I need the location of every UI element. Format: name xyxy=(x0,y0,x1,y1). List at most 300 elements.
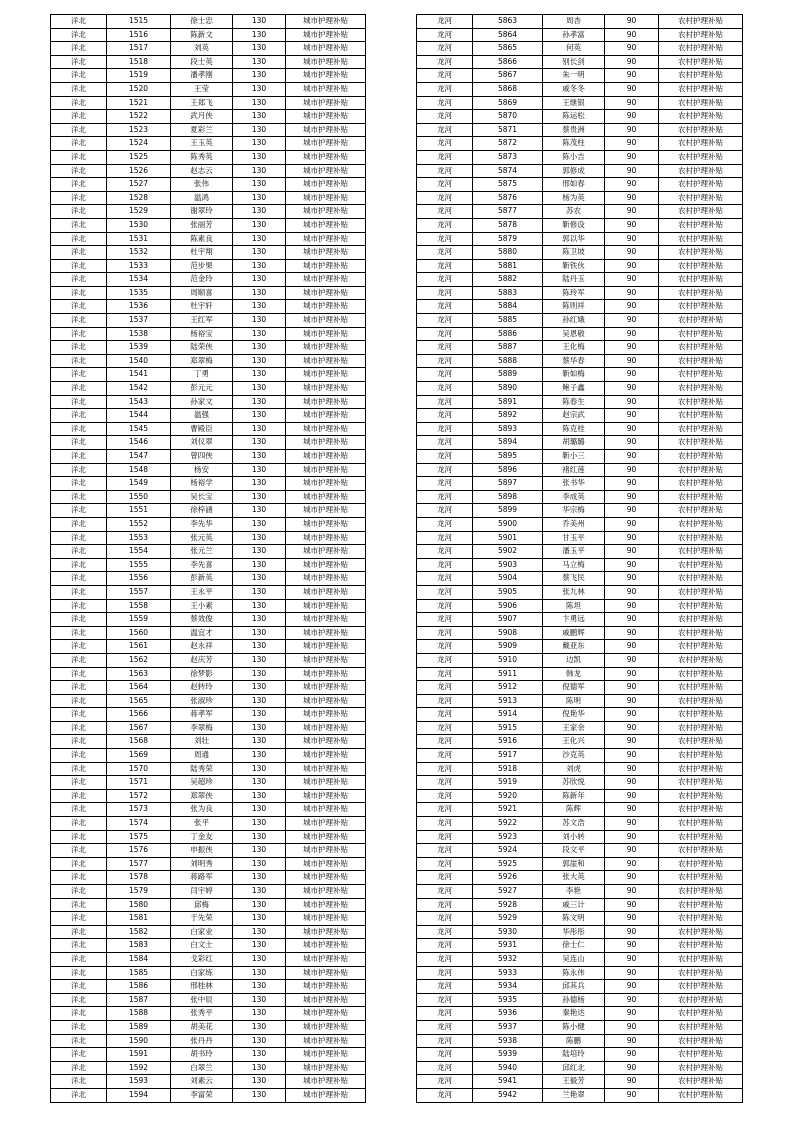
table-row xyxy=(417,966,743,980)
serial-number-cell: 5917 xyxy=(473,749,543,763)
subsidy-type-cell: 城市护理补贴 xyxy=(286,286,366,300)
name-cell: 戴亚东 xyxy=(543,640,605,654)
serial-number-cell: 1537 xyxy=(107,314,171,328)
serial-number-cell: 5903 xyxy=(473,558,543,572)
serial-number-cell: 5919 xyxy=(473,776,543,790)
serial-number-cell: 1520 xyxy=(107,82,171,96)
name-cell: 杨裕宝 xyxy=(171,327,233,341)
name-cell: 孙德杨 xyxy=(543,993,605,1007)
amount-cell: 90 xyxy=(605,123,659,137)
name-cell: 褚红莲 xyxy=(543,463,605,477)
serial-number-cell: 1593 xyxy=(107,1075,171,1089)
region-cell: 洋北 xyxy=(51,517,107,531)
region-cell: 龙河 xyxy=(417,1007,473,1021)
region-cell: 洋北 xyxy=(51,925,107,939)
region-cell: 龙河 xyxy=(417,191,473,205)
name-cell: 杨安 xyxy=(171,463,233,477)
amount-cell: 90 xyxy=(605,803,659,817)
subsidy-type-cell: 农村护理补贴 xyxy=(659,96,743,110)
region-cell: 洋北 xyxy=(51,803,107,817)
table-row xyxy=(51,681,366,695)
serial-number-cell: 5897 xyxy=(473,477,543,491)
serial-number-cell: 5921 xyxy=(473,803,543,817)
subsidy-type-cell: 农村护理补贴 xyxy=(659,844,743,858)
subsidy-type-cell: 城市护理补贴 xyxy=(286,694,366,708)
subsidy-type-cell: 城市护理补贴 xyxy=(286,762,366,776)
region-cell: 龙河 xyxy=(417,545,473,559)
amount-cell: 90 xyxy=(605,178,659,192)
table-row xyxy=(51,110,366,124)
region-cell: 洋北 xyxy=(51,857,107,871)
name-cell: 胡美花 xyxy=(171,1020,233,1034)
amount-cell: 130 xyxy=(233,286,286,300)
left-subsidy-table xyxy=(50,14,366,1103)
region-cell: 洋北 xyxy=(51,885,107,899)
region-cell: 龙河 xyxy=(417,490,473,504)
name-cell: 闫宇婷 xyxy=(171,885,233,899)
serial-number-cell: 1569 xyxy=(107,749,171,763)
subsidy-type-cell: 城市护理补贴 xyxy=(286,232,366,246)
table-row xyxy=(417,436,743,450)
subsidy-type-cell: 农村护理补贴 xyxy=(659,817,743,831)
amount-cell: 130 xyxy=(233,925,286,939)
name-cell: 陈小吉 xyxy=(543,150,605,164)
table-row xyxy=(417,980,743,994)
amount-cell: 130 xyxy=(233,300,286,314)
table-row xyxy=(51,993,366,1007)
table-row xyxy=(51,626,366,640)
table-row xyxy=(51,205,366,219)
table-row xyxy=(417,450,743,464)
name-cell: 王小素 xyxy=(171,599,233,613)
serial-number-cell: 5890 xyxy=(473,382,543,396)
name-cell: 靳铁伙 xyxy=(543,259,605,273)
name-cell: 赵志云 xyxy=(171,164,233,178)
amount-cell: 130 xyxy=(233,341,286,355)
region-cell: 龙河 xyxy=(417,898,473,912)
subsidy-type-cell: 农村护理补贴 xyxy=(659,966,743,980)
serial-number-cell: 5915 xyxy=(473,721,543,735)
subsidy-type-cell: 农村护理补贴 xyxy=(659,232,743,246)
region-cell: 洋北 xyxy=(51,504,107,518)
subsidy-type-cell: 农村护理补贴 xyxy=(659,341,743,355)
amount-cell: 130 xyxy=(233,178,286,192)
region-cell: 洋北 xyxy=(51,626,107,640)
subsidy-type-cell: 城市护理补贴 xyxy=(286,96,366,110)
name-cell: 杜宇翔 xyxy=(171,246,233,260)
serial-number-cell: 5922 xyxy=(473,817,543,831)
name-cell: 丁金友 xyxy=(171,830,233,844)
subsidy-type-cell: 城市护理补贴 xyxy=(286,178,366,192)
amount-cell: 130 xyxy=(233,844,286,858)
table-row xyxy=(417,286,743,300)
table-row xyxy=(51,708,366,722)
table-row xyxy=(51,735,366,749)
subsidy-type-cell: 农村护理补贴 xyxy=(659,640,743,654)
region-cell: 龙河 xyxy=(417,939,473,953)
region-cell: 洋北 xyxy=(51,817,107,831)
amount-cell: 130 xyxy=(233,232,286,246)
amount-cell: 90 xyxy=(605,925,659,939)
region-cell: 洋北 xyxy=(51,871,107,885)
region-cell: 洋北 xyxy=(51,653,107,667)
region-cell: 洋北 xyxy=(51,939,107,953)
subsidy-type-cell: 城市护理补贴 xyxy=(286,721,366,735)
amount-cell: 90 xyxy=(605,382,659,396)
table-row xyxy=(51,150,366,164)
table-row xyxy=(417,300,743,314)
name-cell: 赵转玲 xyxy=(171,681,233,695)
region-cell: 龙河 xyxy=(417,885,473,899)
region-cell: 龙河 xyxy=(417,137,473,151)
serial-number-cell: 1549 xyxy=(107,477,171,491)
subsidy-type-cell: 城市护理补贴 xyxy=(286,28,366,42)
amount-cell: 130 xyxy=(233,504,286,518)
amount-cell: 90 xyxy=(605,477,659,491)
serial-number-cell: 1529 xyxy=(107,205,171,219)
region-cell: 洋北 xyxy=(51,96,107,110)
serial-number-cell: 5926 xyxy=(473,871,543,885)
name-cell: 陈克桂 xyxy=(543,422,605,436)
amount-cell: 130 xyxy=(233,110,286,124)
subsidy-type-cell: 农村护理补贴 xyxy=(659,1061,743,1075)
region-cell: 龙河 xyxy=(417,259,473,273)
amount-cell: 130 xyxy=(233,939,286,953)
table-row xyxy=(51,844,366,858)
subsidy-type-cell: 城市护理补贴 xyxy=(286,545,366,559)
subsidy-type-cell: 城市护理补贴 xyxy=(286,15,366,29)
serial-number-cell: 1540 xyxy=(107,354,171,368)
region-cell: 洋北 xyxy=(51,1048,107,1062)
serial-number-cell: 1573 xyxy=(107,803,171,817)
table-row xyxy=(51,1088,366,1102)
subsidy-type-cell: 城市护理补贴 xyxy=(286,354,366,368)
region-cell: 龙河 xyxy=(417,150,473,164)
serial-number-cell: 5863 xyxy=(473,15,543,29)
name-cell: 陆荣侠 xyxy=(171,341,233,355)
amount-cell: 130 xyxy=(233,585,286,599)
table-row xyxy=(417,558,743,572)
subsidy-type-cell: 农村护理补贴 xyxy=(659,137,743,151)
name-cell: 胡书玲 xyxy=(171,1048,233,1062)
subsidy-type-cell: 城市护理补贴 xyxy=(286,898,366,912)
subsidy-type-cell: 农村护理补贴 xyxy=(659,613,743,627)
amount-cell: 90 xyxy=(605,640,659,654)
region-cell: 龙河 xyxy=(417,409,473,423)
subsidy-type-cell: 农村护理补贴 xyxy=(659,694,743,708)
region-cell: 龙河 xyxy=(417,925,473,939)
serial-number-cell: 5918 xyxy=(473,762,543,776)
name-cell: 郑翠侠 xyxy=(171,789,233,803)
region-cell: 洋北 xyxy=(51,286,107,300)
amount-cell: 130 xyxy=(233,749,286,763)
region-cell: 龙河 xyxy=(417,762,473,776)
name-cell: 张九林 xyxy=(543,585,605,599)
name-cell: 李先华 xyxy=(171,517,233,531)
amount-cell: 130 xyxy=(233,205,286,219)
serial-number-cell: 5937 xyxy=(473,1020,543,1034)
region-cell: 龙河 xyxy=(417,55,473,69)
subsidy-type-cell: 城市护理补贴 xyxy=(286,450,366,464)
serial-number-cell: 1581 xyxy=(107,912,171,926)
serial-number-cell: 1550 xyxy=(107,490,171,504)
subsidy-type-cell: 农村护理补贴 xyxy=(659,708,743,722)
table-row xyxy=(417,545,743,559)
serial-number-cell: 1590 xyxy=(107,1034,171,1048)
serial-number-cell: 1578 xyxy=(107,871,171,885)
table-row xyxy=(417,572,743,586)
subsidy-type-cell: 城市护理补贴 xyxy=(286,382,366,396)
region-cell: 洋北 xyxy=(51,477,107,491)
table-row xyxy=(51,82,366,96)
table-row xyxy=(51,1061,366,1075)
serial-number-cell: 1516 xyxy=(107,28,171,42)
table-row xyxy=(417,789,743,803)
name-cell: 陈新文 xyxy=(171,28,233,42)
region-cell: 龙河 xyxy=(417,572,473,586)
region-cell: 洋北 xyxy=(51,436,107,450)
serial-number-cell: 5927 xyxy=(473,885,543,899)
subsidy-type-cell: 城市护理补贴 xyxy=(286,205,366,219)
amount-cell: 130 xyxy=(233,42,286,56)
subsidy-type-cell: 农村护理补贴 xyxy=(659,749,743,763)
amount-cell: 130 xyxy=(233,164,286,178)
serial-number-cell: 5932 xyxy=(473,952,543,966)
amount-cell: 130 xyxy=(233,246,286,260)
region-cell: 洋北 xyxy=(51,273,107,287)
serial-number-cell: 5916 xyxy=(473,735,543,749)
amount-cell: 130 xyxy=(233,952,286,966)
table-row xyxy=(51,395,366,409)
region-cell: 龙河 xyxy=(417,517,473,531)
table-row xyxy=(417,327,743,341)
subsidy-type-cell: 城市护理补贴 xyxy=(286,368,366,382)
serial-number-cell: 1575 xyxy=(107,830,171,844)
name-cell: 潘孝刚 xyxy=(171,69,233,83)
serial-number-cell: 1565 xyxy=(107,694,171,708)
table-row xyxy=(51,830,366,844)
name-cell: 邱其兵 xyxy=(543,980,605,994)
subsidy-type-cell: 农村护理补贴 xyxy=(659,436,743,450)
region-cell: 洋北 xyxy=(51,150,107,164)
serial-number-cell: 1524 xyxy=(107,137,171,151)
serial-number-cell: 1561 xyxy=(107,640,171,654)
serial-number-cell: 5867 xyxy=(473,69,543,83)
name-cell: 邱红北 xyxy=(543,1061,605,1075)
region-cell: 龙河 xyxy=(417,450,473,464)
name-cell: 苏欣悦 xyxy=(543,776,605,790)
subsidy-type-cell: 农村护理补贴 xyxy=(659,218,743,232)
name-cell: 蔡贵洲 xyxy=(543,123,605,137)
serial-number-cell: 5884 xyxy=(473,300,543,314)
table-row xyxy=(51,164,366,178)
name-cell: 段士英 xyxy=(171,55,233,69)
region-cell: 龙河 xyxy=(417,966,473,980)
table-row xyxy=(417,341,743,355)
region-cell: 龙河 xyxy=(417,640,473,654)
table-row xyxy=(417,993,743,1007)
subsidy-type-cell: 农村护理补贴 xyxy=(659,776,743,790)
amount-cell: 90 xyxy=(605,993,659,1007)
serial-number-cell: 1525 xyxy=(107,150,171,164)
subsidy-type-cell: 农村护理补贴 xyxy=(659,857,743,871)
name-cell: 李艳 xyxy=(543,885,605,899)
region-cell: 洋北 xyxy=(51,354,107,368)
serial-number-cell: 5869 xyxy=(473,96,543,110)
region-cell: 龙河 xyxy=(417,694,473,708)
subsidy-type-cell: 农村护理补贴 xyxy=(659,82,743,96)
name-cell: 张中辰 xyxy=(171,993,233,1007)
serial-number-cell: 5877 xyxy=(473,205,543,219)
amount-cell: 90 xyxy=(605,667,659,681)
serial-number-cell: 5864 xyxy=(473,28,543,42)
serial-number-cell: 5891 xyxy=(473,395,543,409)
region-cell: 龙河 xyxy=(417,667,473,681)
amount-cell: 130 xyxy=(233,857,286,871)
subsidy-type-cell: 城市护理补贴 xyxy=(286,409,366,423)
region-cell: 龙河 xyxy=(417,300,473,314)
subsidy-type-cell: 城市护理补贴 xyxy=(286,55,366,69)
serial-number-cell: 5923 xyxy=(473,830,543,844)
name-cell: 彭新英 xyxy=(171,572,233,586)
region-cell: 洋北 xyxy=(51,912,107,926)
region-cell: 洋北 xyxy=(51,1088,107,1102)
name-cell: 孙红娥 xyxy=(543,314,605,328)
subsidy-type-cell: 农村护理补贴 xyxy=(659,789,743,803)
serial-number-cell: 5888 xyxy=(473,354,543,368)
serial-number-cell: 5882 xyxy=(473,273,543,287)
table-row xyxy=(417,1007,743,1021)
table-row xyxy=(417,1020,743,1034)
serial-number-cell: 1543 xyxy=(107,395,171,409)
table-row xyxy=(51,966,366,980)
region-cell: 洋北 xyxy=(51,218,107,232)
table-row xyxy=(51,1007,366,1021)
name-cell: 张书华 xyxy=(543,477,605,491)
region-cell: 龙河 xyxy=(417,844,473,858)
name-cell: 赵永祥 xyxy=(171,640,233,654)
subsidy-type-cell: 农村护理补贴 xyxy=(659,463,743,477)
name-cell: 于先荣 xyxy=(171,912,233,926)
serial-number-cell: 5868 xyxy=(473,82,543,96)
subsidy-type-cell: 农村护理补贴 xyxy=(659,912,743,926)
name-cell: 刘小转 xyxy=(543,830,605,844)
subsidy-type-cell: 农村护理补贴 xyxy=(659,653,743,667)
amount-cell: 90 xyxy=(605,314,659,328)
name-cell: 温鸿 xyxy=(171,191,233,205)
serial-number-cell: 5895 xyxy=(473,450,543,464)
subsidy-type-cell: 城市护理补贴 xyxy=(286,681,366,695)
amount-cell: 130 xyxy=(233,96,286,110)
name-cell: 张元英 xyxy=(171,531,233,545)
region-cell: 龙河 xyxy=(417,82,473,96)
amount-cell: 90 xyxy=(605,218,659,232)
region-cell: 龙河 xyxy=(417,952,473,966)
region-cell: 龙河 xyxy=(417,123,473,137)
serial-number-cell: 1526 xyxy=(107,164,171,178)
amount-cell: 90 xyxy=(605,395,659,409)
name-cell: 郭崖和 xyxy=(543,857,605,871)
name-cell: 刘壮 xyxy=(171,735,233,749)
amount-cell: 90 xyxy=(605,504,659,518)
table-row xyxy=(51,178,366,192)
table-row xyxy=(51,477,366,491)
subsidy-type-cell: 农村护理补贴 xyxy=(659,409,743,423)
serial-number-cell: 5928 xyxy=(473,898,543,912)
table-row xyxy=(417,123,743,137)
name-cell: 靳修设 xyxy=(543,218,605,232)
region-cell: 洋北 xyxy=(51,721,107,735)
subsidy-type-cell: 城市护理补贴 xyxy=(286,939,366,953)
serial-number-cell: 1563 xyxy=(107,667,171,681)
amount-cell: 90 xyxy=(605,164,659,178)
name-cell: 兰艳翠 xyxy=(543,1088,605,1102)
amount-cell: 90 xyxy=(605,300,659,314)
table-row xyxy=(417,110,743,124)
name-cell: 张丹丹 xyxy=(171,1034,233,1048)
table-row xyxy=(417,1034,743,1048)
table-row xyxy=(51,871,366,885)
amount-cell: 90 xyxy=(605,830,659,844)
amount-cell: 130 xyxy=(233,463,286,477)
subsidy-type-cell: 农村护理补贴 xyxy=(659,871,743,885)
amount-cell: 90 xyxy=(605,96,659,110)
amount-cell: 90 xyxy=(605,422,659,436)
region-cell: 洋北 xyxy=(51,300,107,314)
name-cell: 曾四侠 xyxy=(171,450,233,464)
subsidy-type-cell: 城市护理补贴 xyxy=(286,626,366,640)
name-cell: 甘玉平 xyxy=(543,531,605,545)
region-cell: 洋北 xyxy=(51,735,107,749)
subsidy-type-cell: 农村护理补贴 xyxy=(659,368,743,382)
name-cell: 周顺喜 xyxy=(171,286,233,300)
serial-number-cell: 1544 xyxy=(107,409,171,423)
region-cell: 龙河 xyxy=(417,218,473,232)
subsidy-type-cell: 城市护理补贴 xyxy=(286,300,366,314)
name-cell: 靳如梅 xyxy=(543,368,605,382)
table-row xyxy=(417,150,743,164)
name-cell: 刘英 xyxy=(171,42,233,56)
amount-cell: 90 xyxy=(605,327,659,341)
region-cell: 洋北 xyxy=(51,844,107,858)
amount-cell: 130 xyxy=(233,531,286,545)
name-cell: 戚冬冬 xyxy=(543,82,605,96)
subsidy-type-cell: 城市护理补贴 xyxy=(286,885,366,899)
subsidy-type-cell: 农村护理补贴 xyxy=(659,1075,743,1089)
amount-cell: 90 xyxy=(605,626,659,640)
amount-cell: 90 xyxy=(605,110,659,124)
subsidy-type-cell: 城市护理补贴 xyxy=(286,110,366,124)
name-cell: 陆丹玉 xyxy=(543,273,605,287)
serial-number-cell: 1531 xyxy=(107,232,171,246)
subsidy-type-cell: 城市护理补贴 xyxy=(286,1048,366,1062)
subsidy-type-cell: 农村护理补贴 xyxy=(659,300,743,314)
region-cell: 龙河 xyxy=(417,246,473,260)
table-row xyxy=(417,205,743,219)
table-row xyxy=(51,885,366,899)
serial-number-cell: 5902 xyxy=(473,545,543,559)
table-row xyxy=(51,490,366,504)
amount-cell: 90 xyxy=(605,572,659,586)
region-cell: 洋北 xyxy=(51,1034,107,1048)
amount-cell: 130 xyxy=(233,735,286,749)
serial-number-cell: 5906 xyxy=(473,599,543,613)
subsidy-type-cell: 农村护理补贴 xyxy=(659,477,743,491)
table-row xyxy=(417,178,743,192)
subsidy-type-cell: 农村护理补贴 xyxy=(659,490,743,504)
table-row xyxy=(51,69,366,83)
name-cell: 马立梅 xyxy=(543,558,605,572)
